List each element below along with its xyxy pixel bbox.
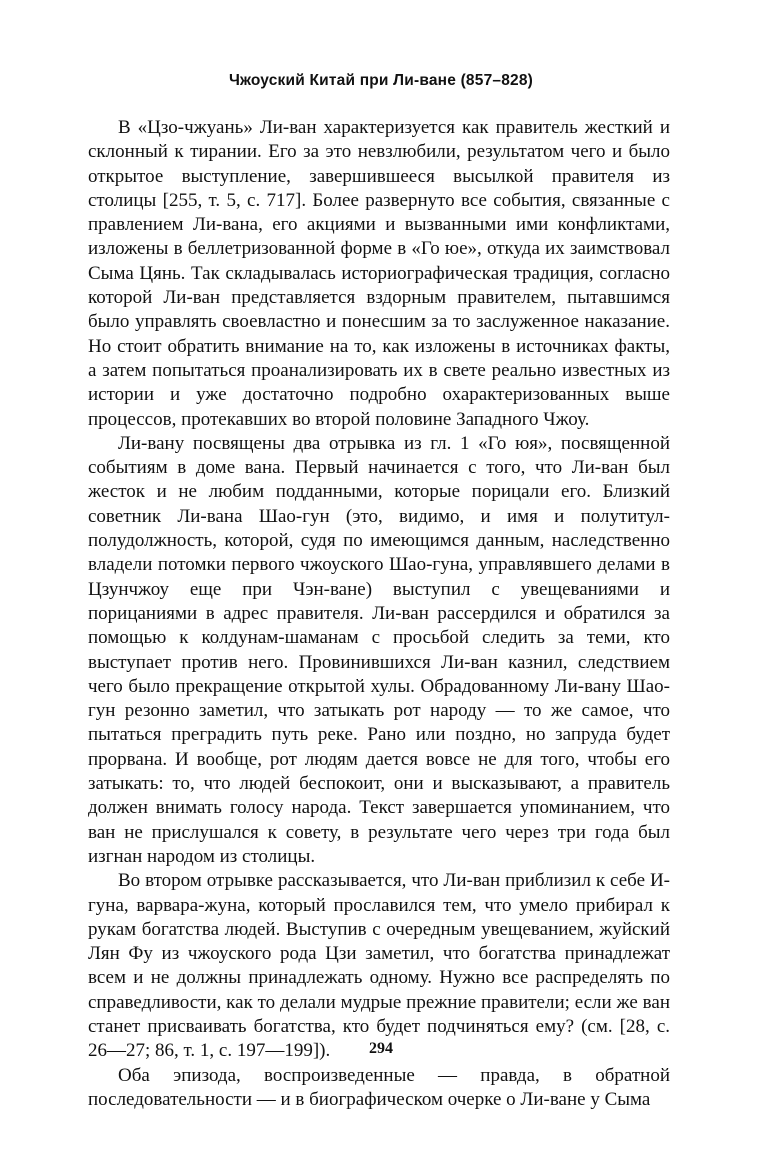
paragraph-2: Ли-вану посвящены два отрывка из гл. 1 «Го юя», посвященной событиям в доме вана. Первый начинается с того, что Ли-ван был жесток и не любим подданными, которые порицали его. Близкий советник Ли-вана Шао-гун (это, видимо, и имя и полутитул-полудолжность, которой, судя по имеющимся данным, наследственно владели потомки первого чжоуского Шао-гуна, управлявшего делами в Цзунчжоу еще при Чэн-ване) выступил с увещеваниями и порицаниями в адрес правителя. Ли-ван рассердился и обратился за помощью к колдунам-шаманам с просьбой следить за теми, кто выступает против него. Провинившихся Ли-ван казнил, следствием чего было прекращение открытой хулы. Обрадованному Ли-вану Шао-гун резонно заметил, что затыкать рот народу — то же самое, что пытаться преградить путь реке. Рано или поздно, но запруда будет прорвана. И вообще, рот людям дается вовсе не для того, чтобы его затыкать: то, что людей беспокоит, они и высказывают, а правитель должен внимать голосу народа. Текст завершается упоминанием, что ван не прислушался к совету, в результате чего через три года был изгнан народом из столицы. [88,432,670,867]
paragraph-1: В «Цзо-чжуань» Ли-ван характеризуется как правитель жесткий и склонный к тирании. Его за это невзлюбили, результатом чего и было открытое выступление, завершившееся высылкой правителя из столицы [255, т. 5, с. 717]. Более развернуто все события, связанные с правлением Ли-вана, его акциями и вызванными ими конфликтами, изложены в беллетризованной форме в «Го юе», откуда их заимствовал Сыма Цянь. Так складывалась историографическая традиция, согласно которой Ли-ван представляется вздорным правителем, пытавшимся было управлять своевластно и понесшим за то заслуженное наказание. Но стоит обратить внимание на то, как изложены в источниках факты, а затем попытаться проанализировать их в свете реально известных из истории и уже достаточно подробно охарактеризованных выше процессов, протекавших во второй половине Западного Чжоу. [88,117,670,430]
page-number: 294 [369,1040,393,1057]
running-head: Чжоуский Китай при Ли-ване (857–828) [228,72,534,89]
paragraph-4: Оба эпизода, воспроизведенные — правда, в обратной последовательности — и в биографическом очерке о Ли-ване у Сыма [88,1064,670,1110]
body-text [88,116,670,1112]
paragraph-3: Во втором отрывке рассказывается, что Ли-ван приблизил к себе И-гуна, варвара-жуна, который прославился тем, что умело прибирал к рукам богатства людей. Выступив с очередным увещеванием, жуйский Лян Фу из чжоуского рода Цзи заметил, что богатства принадлежат всем и не должны принадлежать одному. Нужно все распределять по справедливости, как то делали мудрые прежние правители; если же ван станет присваивать богатства, кто будет подчиняться ему? (см. [28, с. 26—27; 86, т. 1, с. 197—199]). [88,870,670,1062]
